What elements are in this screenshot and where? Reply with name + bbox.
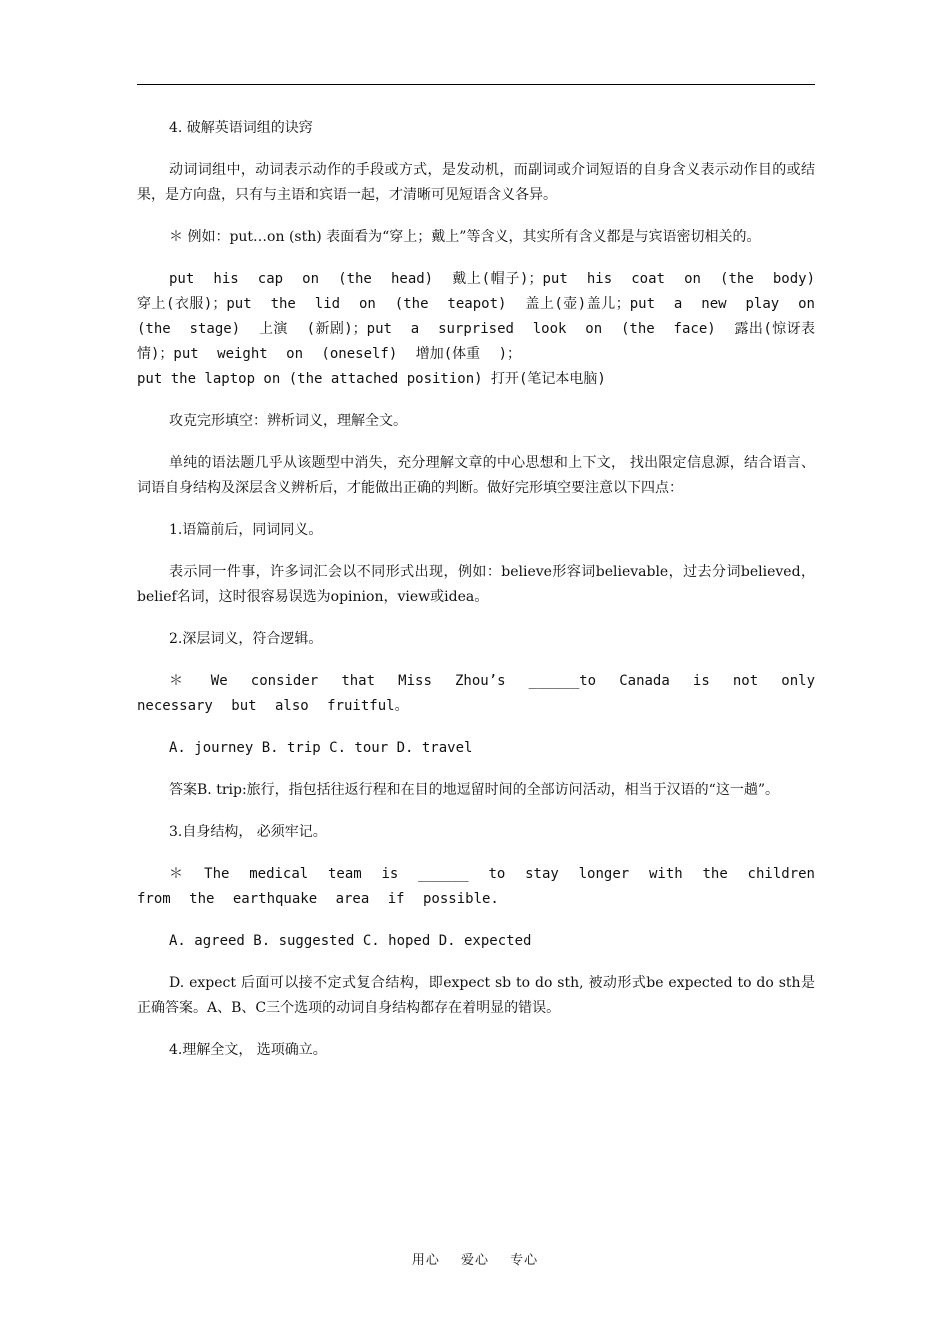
- point-3-answer: D. expect 后面可以接不定式复合结构，即expect sb to do sth, 被动形式be expected to do sth是正确答案。A、B、C三个选项的动词自身结构都存在着明显的错误。: [137, 975, 815, 1016]
- point-1-text: 表示同一件事，许多词汇会以不同形式出现，例如：believe形容词believable，过去分词believed，belief名词，这时很容易误选为opinion，view或idea。: [137, 564, 815, 605]
- paragraph-example-intro: ＊ 例如：put…on (sth) 表面看为“穿上；戴上”等含义，其实所有含义都是与宾语密切相关的。: [169, 229, 761, 245]
- paragraph-verb-phrases: 动词词组中，动词表示动作的手段或方式，是发动机，而副词或介词短语的自身含义表示动作目的或结果，是方向盘，只有与主语和宾语一起，才清晰可见短语含义各异。: [137, 162, 815, 203]
- footer-text: 爱心: [460, 1253, 489, 1268]
- point-4-title: 4.理解全文， 选项确立。: [169, 1042, 327, 1058]
- point-3-options: A. agreed B. suggested C. hoped D. expected: [169, 933, 532, 949]
- point-2-options: A. journey B. trip C. tour D. travel: [169, 740, 473, 756]
- header-rule: [137, 84, 815, 85]
- heading-phrase-tips: 4. 破解英语词组的诀窍: [169, 120, 313, 136]
- section-title-cloze: 攻克完形填空：辨析词义，理解全文。: [169, 413, 407, 429]
- page-footer: [0, 1249, 950, 1268]
- point-2-title: 2.深层词义，符合逻辑。: [169, 631, 323, 647]
- point-3-title: 3.自身结构， 必须牢记。: [169, 824, 327, 840]
- footer-text: 用心: [411, 1253, 440, 1268]
- point-2-answer: 答案B. trip:旅行，指包括往返行程和在目的地逗留时间的全部访问活动，相当于汉语的“这一趟”。: [169, 782, 779, 798]
- footer-text: 专心: [510, 1253, 539, 1268]
- page-body: [137, 116, 815, 1063]
- point-1-title: 1.语篇前后，同词同义。: [169, 522, 323, 538]
- point-3-question: ＊ The medical team is ______ to stay longer with the children from the earthquake area if possible.: [137, 866, 815, 907]
- paragraph-examples: put his cap on (the head) 戴上(帽子)；put his coat on (the body) 穿上(衣服)；put the lid on (the teapot) 盖上(壶)盖儿；put a new play on (the stage) 上演 (新剧)；put a surprised look on (the face) 露出(惊讶表情)；put weight on (oneself) 增加(体重 )；: [137, 271, 815, 362]
- point-2-question: ＊ We consider that Miss Zhou’s ______to Canada is not only necessary but also fruitful。: [137, 673, 815, 714]
- paragraph-examples-last: put the laptop on (the attached position) 打开(笔记本电脑): [137, 371, 606, 387]
- paragraph-cloze-intro: 单纯的语法题几乎从该题型中消失，充分理解文章的中心思想和上下文， 找出限定信息源，结合语言、词语自身结构及深层含义辨析后，才能做出正确的判断。做好完形填空要注意以下四点：: [137, 455, 815, 496]
